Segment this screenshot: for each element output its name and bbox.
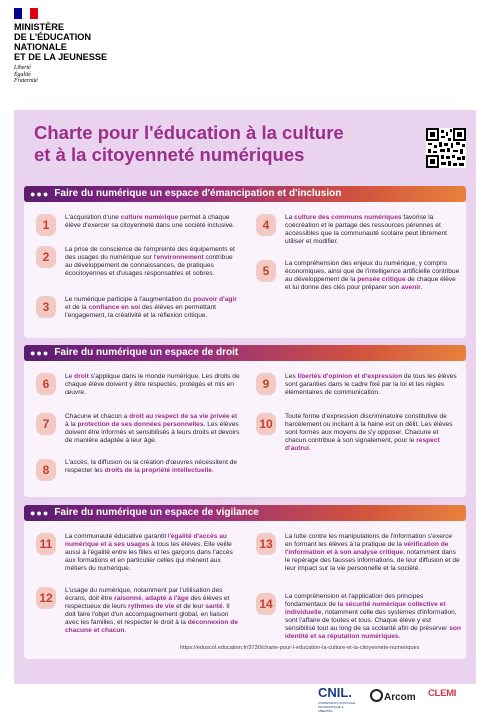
item-number: 2 (36, 246, 56, 268)
french-flag-icon (14, 8, 38, 19)
partner-logos (318, 683, 478, 713)
motto-line: Fraternité (14, 78, 38, 85)
dots-icon: ●●● (30, 348, 50, 358)
charter-item (256, 214, 461, 246)
dots-icon: ●●● (30, 189, 50, 199)
flag-blue (14, 8, 22, 19)
item-text: La lutte contre les manipulations de l'information s'exerce en formant les élèves à la pratique de la vérification de l'information et à son analyse critique, notamment dans le repérage des fausses informations, de leur diffusion et de leur impact sur la vie personnelle et la société. (285, 533, 460, 573)
motto-line: Liberté (14, 65, 31, 71)
dots-icon: ●●● (30, 508, 50, 518)
item-number: 8 (36, 459, 56, 481)
charter-item (256, 373, 461, 397)
item-text: L'usage du numérique, notamment par l'utilisation des écrans, doit être raisonné, adapté à l'âge des élèves et respectueux de leurs rythmes de vie et de leur santé. Il doit faire l'objet d'un accompagnement global, en liaison avec les familles, et respecter le droit à la déconnexion de chacune et chacun. (65, 587, 238, 635)
ministry-line: MINISTÈRE (14, 22, 65, 32)
republic-motto (14, 65, 134, 85)
flag-white (22, 8, 30, 19)
qr-code-icon[interactable] (426, 128, 466, 168)
clemi-logo: CLEMI (428, 688, 457, 699)
charter-item (256, 260, 461, 292)
section-heading-text: Faire du numérique un espace d'émancipation et d'inclusion (54, 188, 342, 199)
section-heading (24, 505, 466, 521)
poster-title (34, 122, 394, 166)
item-number: 7 (36, 413, 56, 435)
item-number: 5 (256, 260, 276, 282)
item-text: Toute forme d'expression discriminatoire constitutive de harcèlement ou incitant à la haine est un délit. Les élèves sont formés aux moyens de s'y opposer. Chacune et chacun contribue à son signalement, pour le respect d'autrui. (285, 413, 453, 453)
charter-item (36, 533, 241, 573)
item-number: 1 (36, 214, 56, 236)
item-text: La communauté éducative garantit l'égalité d'accès au numérique et à ses usages à tous les élèves. Elle veille aussi à l'égalité entre les filles et les garçons dans l'accès aux formations et en particulier celles qui mènent aux métiers du numérique. (65, 533, 233, 573)
ministry-line: NATIONALE (14, 42, 67, 52)
section-body (24, 521, 466, 659)
cnil-logo: CNIL. (318, 685, 352, 700)
charter-item (36, 459, 241, 481)
cnil-logo-subtitle: COMMISSION NATIONALE INFORMATIQUE & LIBERTÉS (318, 701, 356, 713)
ministry-name (14, 22, 134, 62)
section-heading-text: Faire du numérique un espace de vigilance (54, 507, 259, 518)
flag-red (30, 8, 38, 19)
section-body (24, 202, 466, 338)
item-text: La culture des communs numériques favorise la coécréation et le partage des ressources pérennes et accessibles que la communauté scolaire peut librement utiliser et modifier. (285, 214, 447, 246)
charter-item (36, 587, 241, 636)
item-number: 14 (256, 593, 276, 615)
item-text: L'acquisition d'une culture numérique permet à chaque élève d'exercer sa citoyenneté dans une société inclusive. (65, 214, 235, 230)
item-text: Les libertés d'opinion et d'expression de tous les élèves sont garanties dans le cadre fixé par la loi et les règles élémentaires de communication. (285, 373, 457, 397)
qr-code-graphic (426, 128, 466, 168)
charter-item (36, 413, 241, 445)
section-body (24, 361, 466, 497)
section-heading-text: Faire du numérique un espace de droit (54, 347, 239, 358)
charter-item (256, 593, 461, 642)
item-text: La compréhension et l'application des principes fondamentaux de la sécurité numérique collective et individuelle, notamment celle des systèmes d'information, sont l'affaire de toutes et tous. Chaque élève y est sensibilisé tout au long de sa scolarité afin de préserver son identité et sa réputation numériques. (285, 593, 461, 641)
item-text: Le droit s'applique dans le monde numérique. Les droits de chaque élève doivent y être respectés, protégés et mis en œuvre. (65, 373, 240, 397)
motto-line: Égalité (14, 71, 31, 78)
arcom-logo (370, 689, 416, 703)
item-number: 10 (256, 413, 276, 435)
item-text: La prise de conscience de l'empreinte des équipements et des usages du numérique sur l'environnement contribue au développement de connaissances, de pratiques écocitoyennes et d'usages responsables et sobres. (65, 246, 235, 278)
item-text: L'accès, la diffusion ou la création d'œuvres nécessitent de respecter les droits de la propriété intellectuelle. (65, 459, 238, 475)
ministry-line: ET DE LA JEUNESSE (14, 52, 108, 62)
section-vigilance (24, 505, 466, 659)
item-text: Le numérique participe à l'augmentation du pouvoir d'agir et de la confiance en soi des élèves en permettant l'engagement, la créativité et la réflexion critique. (65, 296, 237, 320)
eduscol-link[interactable]: https://eduscol.education.fr/3730/charte-pour-l-education-la-culture-et-la-citoyennete-numeriques (180, 645, 420, 651)
charter-item (36, 373, 241, 397)
charter-item (256, 533, 461, 573)
item-number: 12 (36, 587, 56, 609)
arcom-logo-text: Arcom (384, 692, 416, 703)
section-droit (24, 345, 466, 497)
section-heading (24, 345, 466, 361)
title-line: Charte pour l'éducation à la culture (34, 122, 344, 143)
arcom-logo-mark (370, 689, 383, 702)
ministry-logo (14, 8, 134, 85)
item-number: 13 (256, 533, 276, 555)
charter-poster (14, 110, 476, 684)
item-number: 4 (256, 214, 276, 236)
ministry-line: DE L'ÉDUCATION (14, 32, 92, 42)
item-text: La compréhension des enjeux du numérique, y compris économiques, ainsi que de l'intelligence artificielle contribue au développement de la pensée critique de chaque élève et lui donne des clés pour préparer son avenir. (285, 260, 460, 292)
title-line: et à la citoyenneté numériques (34, 144, 305, 165)
section-heading (24, 186, 466, 202)
charter-item (36, 246, 241, 278)
charter-item (256, 413, 461, 453)
charter-item (36, 214, 241, 236)
item-text: Chacune et chacun a droit au respect de sa vie privée et à la protection de ses données personnelles. Les élèves doivent être informés et sensibilisés à leurs droits et devoirs de manière adaptée à leur âge. (65, 413, 240, 445)
charter-item (36, 296, 241, 320)
item-number: 6 (36, 373, 56, 395)
item-number: 11 (36, 533, 56, 555)
item-number: 3 (36, 296, 56, 318)
item-number: 9 (256, 373, 276, 395)
section-emancipation (24, 186, 466, 338)
